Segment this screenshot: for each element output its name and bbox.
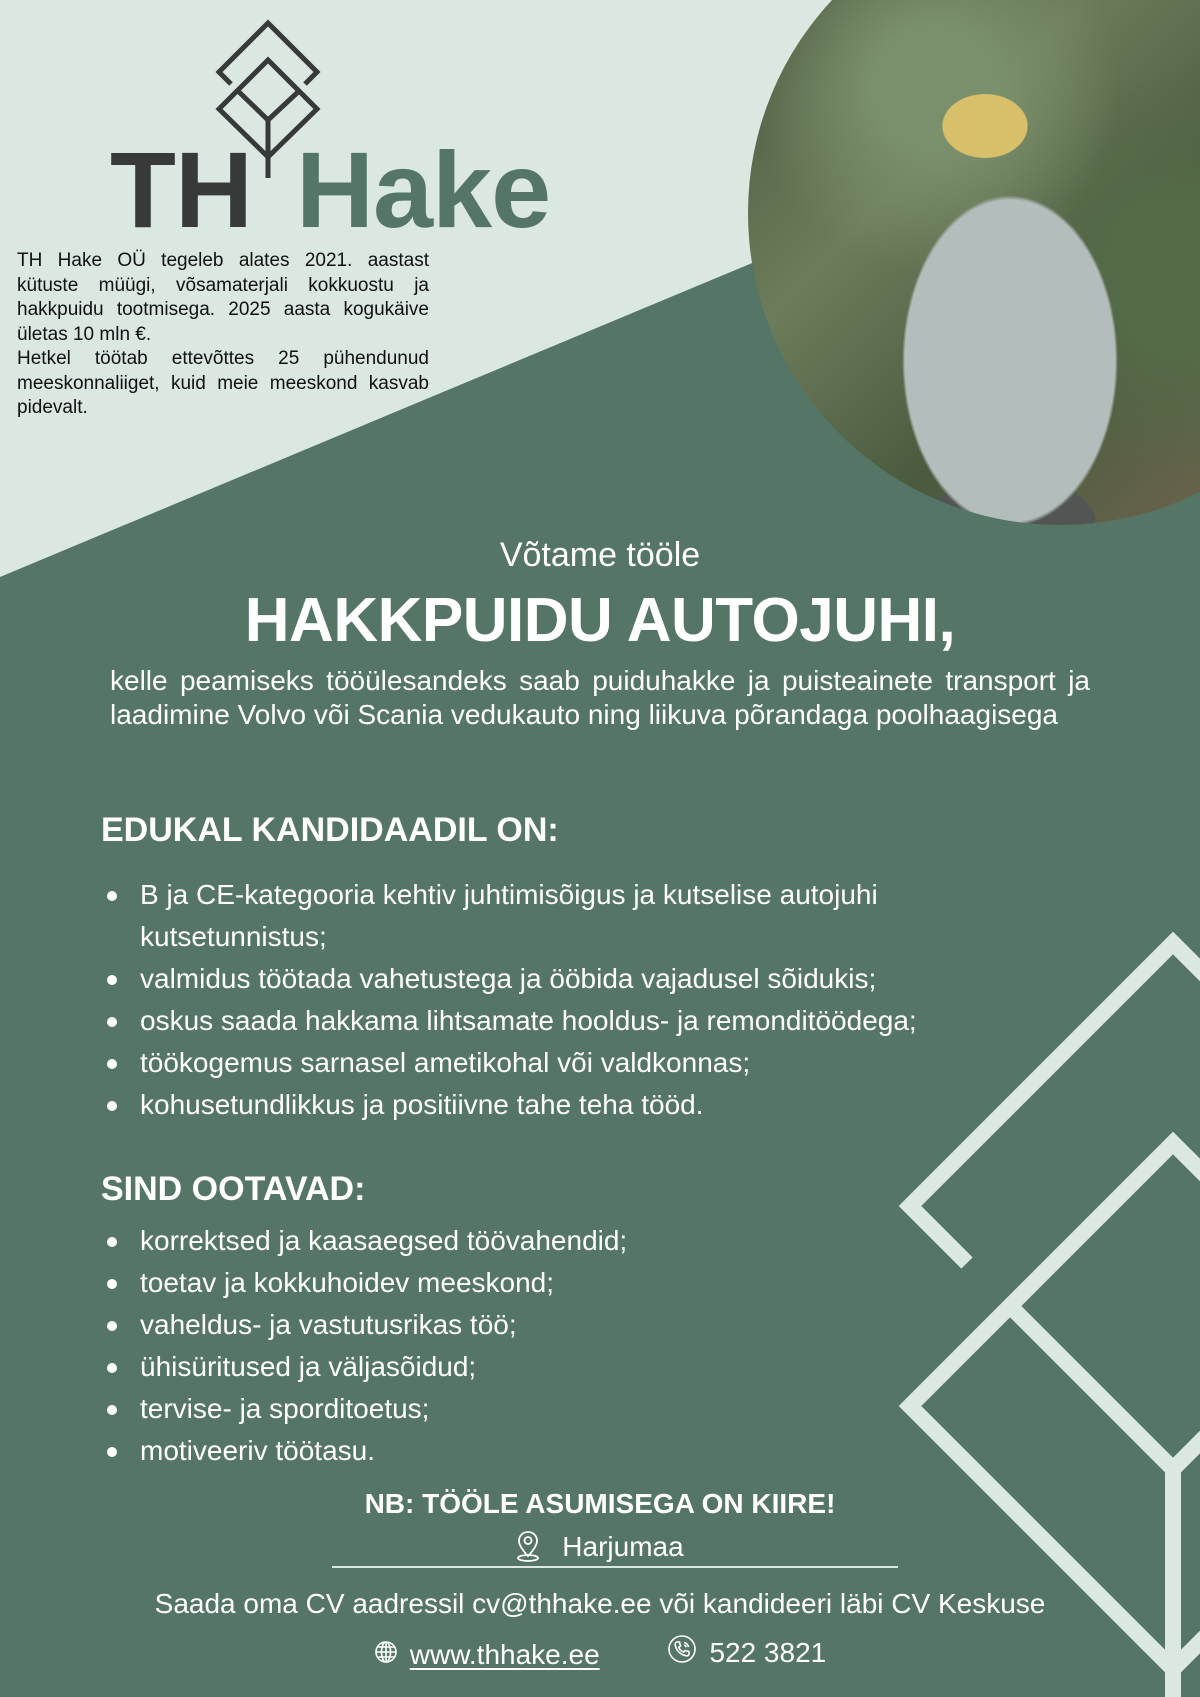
intro-paragraph-1: TH Hake OÜ tegeleb alates 2021. aastast kütuste müügi, võsamaterjali kokkuostu ja hakkpuidu tootmisega. 2025 aasta kogukäive ületas 10 mln €. bbox=[17, 250, 429, 345]
list-item: tervise- ja sporditoetus; bbox=[100, 1388, 627, 1430]
benefits-title: SIND OOTAVAD: bbox=[101, 1170, 366, 1208]
website-contact bbox=[374, 1639, 600, 1671]
phone-contact bbox=[667, 1634, 826, 1671]
bullet-icon bbox=[107, 975, 117, 985]
phone-icon bbox=[667, 1634, 697, 1671]
list-item: vaheldus- ja vastutusrikas töö; bbox=[100, 1304, 627, 1346]
logo-th: TH bbox=[110, 129, 252, 250]
globe-icon bbox=[374, 1639, 398, 1671]
contacts bbox=[0, 1634, 1200, 1671]
list-item: kohusetundlikkus ja positiivne tahe teha tööd. bbox=[100, 1084, 1040, 1126]
requirements-list bbox=[100, 874, 1040, 1126]
bullet-icon bbox=[107, 1101, 117, 1111]
hire-kicker: Võtame tööle bbox=[499, 536, 701, 574]
bullet-icon bbox=[107, 1363, 117, 1373]
company-logo bbox=[110, 129, 551, 250]
website-link[interactable]: www.thhake.ee bbox=[409, 1639, 600, 1670]
bullet-icon bbox=[107, 1059, 117, 1069]
location-text: Harjumaa bbox=[562, 1531, 684, 1562]
list-item: töökogemus sarnasel ametikohal või valdkonnas; bbox=[100, 1042, 1040, 1084]
list-item: toetav ja kokkuhoidev meeskond; bbox=[100, 1262, 627, 1304]
location bbox=[0, 1530, 1200, 1569]
list-item: oskus saada hakkama lihtsamate hooldus- ja remonditöödega; bbox=[100, 1000, 1040, 1042]
bullet-icon bbox=[107, 1279, 117, 1289]
list-item: korrektsed ja kaasaegsed töövahendid; bbox=[100, 1220, 627, 1262]
bullet-icon bbox=[107, 891, 117, 901]
bullet-icon bbox=[107, 1321, 117, 1331]
bullet-icon bbox=[107, 1405, 117, 1415]
requirements-title: EDUKAL KANDIDAADIL ON: bbox=[101, 811, 559, 849]
logo-hake: Hake bbox=[295, 129, 551, 250]
list-item: B ja CE-kategooria kehtiv juhtimisõigus ja kutselise autojuhi kutsetunnistus; bbox=[100, 874, 1040, 958]
bullet-icon bbox=[107, 1237, 117, 1247]
phone-number[interactable]: 522 3821 bbox=[709, 1636, 827, 1668]
list-item: ühisüritused ja väljasõidud; bbox=[100, 1346, 627, 1388]
bullet-icon bbox=[107, 1017, 117, 1027]
job-title: HAKKPUIDU AUTOJUHI, bbox=[244, 586, 956, 655]
urgent-notice: NB: TÖÖLE ASUMISEGA ON KIIRE! bbox=[364, 1488, 836, 1519]
job-description: kelle peamiseks tööülesandeks saab puiduhakke ja puisteainete transport ja laadimine Volvo või Scania vedukauto ning liikuva põrandaga poolhaagisega bbox=[110, 665, 1090, 730]
list-item: motiveeriv töötasu. bbox=[100, 1430, 627, 1472]
location-pin-icon bbox=[516, 1530, 540, 1569]
company-intro bbox=[17, 249, 429, 421]
divider bbox=[332, 1566, 898, 1568]
benefits-list bbox=[100, 1220, 627, 1472]
list-item: valmidus töötada vahetustega ja ööbida vajadusel sõidukis; bbox=[100, 958, 1040, 1000]
apply-instructions: Saada oma CV aadressil cv@thhake.ee või kandideeri läbi CV Keskuse bbox=[154, 1588, 1046, 1619]
intro-paragraph-2: Hetkel töötab ettevõttes 25 pühendunud meeskonnaliiget, kuid meie meeskond kasvab pidevalt. bbox=[17, 348, 429, 418]
bullet-icon bbox=[107, 1447, 117, 1457]
